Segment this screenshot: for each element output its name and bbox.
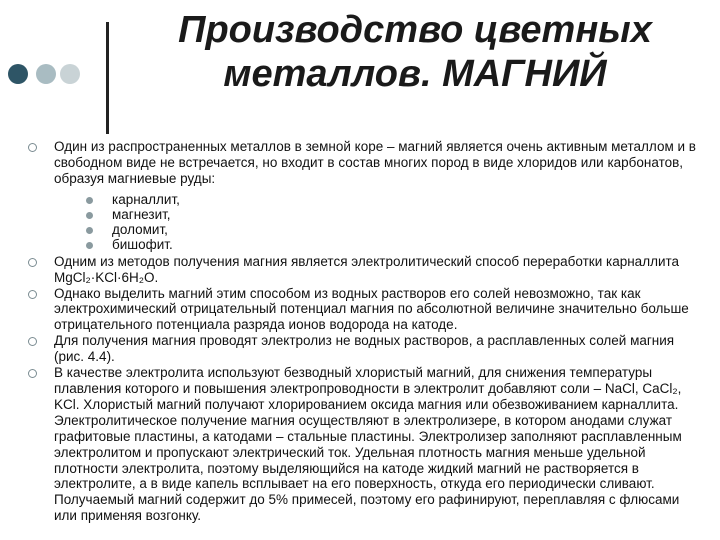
bullet-aqueous-impossible: Однако выделить магний этим способом из водных растворов его солей невозможно, так как электрохимический отрицательный потенциал магния по абсолютной величине значительно больше отрицательного потенциала разряда ионов водорода на катоде. [28,286,700,334]
title-line-1: Производство цветных [178,9,652,51]
dot-light-icon [60,64,80,84]
decorative-dots [8,64,98,86]
bullet-ores-intro: Один из распространенных металлов в земной коре – магний является очень активным металлом и в свободном виде не встречается, но входит в состав многих пород в виде хлоридов или карбонатов, образуя магниевые руды: карналлит, магнезит, доломит, бишофит. [28,139,700,252]
ore-item: карналлит, [86,192,700,207]
ore-item: магнезит, [86,207,700,222]
title-divider [106,22,109,134]
ore-list [54,192,700,252]
bullet-electrolyte-process: В качестве электролита используют безводный хлористый магний, для снижения температуры плавления которого и повышения электропроводности в электролит добавляют соли – NaCl, CaCl₂, KCl. Хлористый магний получают хлорированием оксида магния или обезвоживанием карналлита. Электролитическое получение магния осуществляют в электролизере, в котором анодами служат графитовые пластины, а катодами – стальные пластины. Электролизер заполняют расплавленным электролитом и пропускают электрический ток. Удельная плотность магния меньше удельной плотности электролита, поэтому выделяющийся на катоде жидкий магний не растворяется в электролите, а в виде капель всплывает на его поверхность, откуда его периодически сливают. Получаемый магний содержит до 5% примесей, поэтому его рафинируют, переплавляя с флюсами или применяя возгонку. [28,365,700,524]
bullet-electrolytic-method: Одним из методов получения магния является электролитический способ переработки карналлита MgCl₂·KCl·6H₂O. [28,254,700,286]
slide-title [130,8,700,96]
title-line-2: металлов. МАГНИЙ [223,53,607,95]
ore-item: доломит, [86,222,700,237]
bullet-list [28,139,700,524]
dot-dark-icon [8,64,28,84]
bullet-molten-salts: Для получения магния проводят электролиз не водных растворов, а расплавленных солей магния (рис. 4.4). [28,333,700,365]
ore-item: бишофит. [86,237,700,252]
slide-content [28,139,700,524]
dot-mid-icon [36,64,56,84]
